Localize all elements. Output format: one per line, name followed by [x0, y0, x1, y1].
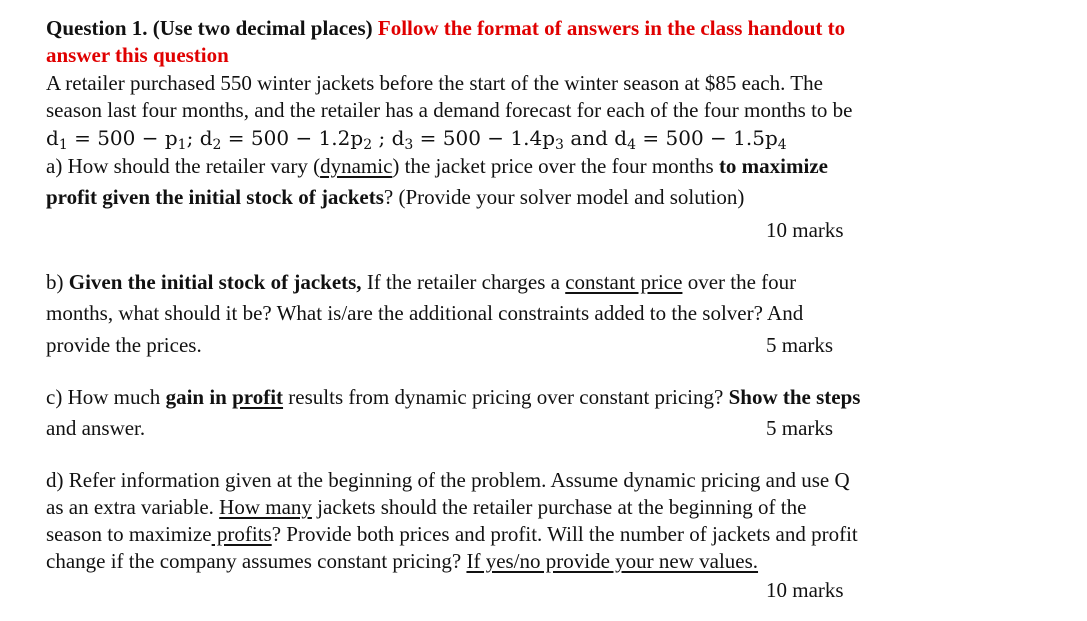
part-b-text: If the retailer charges a: [361, 270, 566, 294]
part-b-marks: 5 marks: [766, 333, 834, 357]
part-c-text: results from dynamic pricing over constant pricing?: [283, 385, 729, 409]
d-symbol: d: [614, 126, 628, 150]
part-c-show-steps: Show the steps: [728, 385, 861, 409]
d-symbol: d: [391, 126, 405, 150]
part-b-bold: Given the initial stock of jackets,: [68, 270, 362, 294]
part-c-gain: gain in: [165, 385, 233, 409]
sub-4: 4: [777, 137, 787, 153]
part-b-text: over the four: [682, 270, 797, 294]
part-b-constant-price: constant price: [565, 270, 683, 294]
part-a-bold: profit given the initial stock of jackets: [46, 185, 384, 209]
part-c-text: c) How much: [46, 385, 166, 409]
part-d-line-4: [46, 548, 758, 574]
part-a-marks: 10 marks: [766, 218, 844, 242]
part-d-text: season to maximize: [46, 522, 212, 546]
question-decimal-note: . (Use two decimal places): [142, 16, 378, 40]
part-d-text: change if the company assumes constant pricing?: [46, 549, 467, 573]
part-d-line-1: d) Refer information given at the beginning of the problem. Assume dynamic pricing and use Q: [46, 468, 850, 492]
eq2-end: ;: [372, 126, 392, 150]
part-b-text: b): [46, 270, 69, 294]
handout-instruction-line2: answer this question: [46, 43, 229, 67]
eq3-end: and: [563, 126, 615, 150]
part-a-maximize: to maximize: [718, 154, 828, 178]
sub-1: 1: [177, 137, 187, 153]
eq2-mid: = 500 − 1.2: [221, 126, 351, 150]
part-a-text: ) the jacket price over the four months: [392, 154, 719, 178]
part-c-line-1: [46, 384, 860, 410]
demand-equations: [46, 125, 787, 151]
eq3-mid: = 500 − 1.4: [413, 126, 543, 150]
part-c-profit: profit: [232, 385, 284, 409]
d-symbol: d: [199, 126, 213, 150]
part-d-line-3: [46, 521, 858, 547]
part-a-dynamic: dynamic: [320, 154, 393, 178]
intro-line-2: season last four months, and the retailer has a demand forecast for each of the four months to be: [46, 98, 853, 122]
sub-4: 4: [627, 137, 637, 153]
part-d-text: jackets should the retailer purchase at the beginning of the: [311, 495, 807, 519]
part-d-line-2: [46, 494, 806, 520]
eq1-end: ;: [186, 126, 200, 150]
part-d-new-values: If yes/no provide your new values.: [466, 549, 759, 573]
p-symbol: p: [350, 126, 364, 150]
part-d-marks: 10 marks: [766, 578, 844, 602]
intro-line-1: A retailer purchased 550 winter jackets before the start of the winter season at $85 each. The: [46, 71, 823, 95]
part-a-text: a) How should the retailer vary (: [46, 154, 321, 178]
part-c-line-2: and answer.: [46, 416, 146, 440]
p-symbol: p: [542, 126, 556, 150]
part-b-line-1: [46, 269, 796, 295]
sub-2: 2: [212, 137, 222, 153]
handout-instruction-cont: [46, 42, 229, 68]
part-a-line-2: [46, 184, 744, 210]
p-symbol: p: [164, 126, 178, 150]
question-number: Question 1: [46, 16, 143, 40]
question-heading: [46, 15, 845, 41]
part-a-text: ? (Provide your solver model and solution): [383, 185, 745, 209]
handout-instruction: Follow the format of answers in the class handout to: [377, 16, 846, 40]
part-d-profits: profits: [211, 522, 272, 546]
part-b-line-3: provide the prices.: [46, 333, 202, 357]
eq4-mid: = 500 − 1.5: [636, 126, 765, 150]
part-a-line-1: [46, 153, 828, 179]
sub-1: 1: [58, 137, 68, 153]
sub-3: 3: [404, 137, 414, 153]
d-symbol: d: [46, 126, 59, 150]
sub-3: 3: [555, 137, 564, 153]
part-d-text: ? Provide both prices and profit. Will the number of jackets and profit: [271, 522, 858, 546]
eq1-mid: = 500 −: [67, 126, 165, 150]
part-d-how-many: How many: [219, 495, 312, 519]
p-symbol: p: [764, 126, 778, 150]
part-d-text: as an extra variable.: [46, 495, 220, 519]
sub-2: 2: [363, 137, 373, 153]
part-c-marks: 5 marks: [766, 416, 834, 440]
part-b-line-2: months, what should it be? What is/are the additional constraints added to the solver? And: [46, 301, 804, 325]
